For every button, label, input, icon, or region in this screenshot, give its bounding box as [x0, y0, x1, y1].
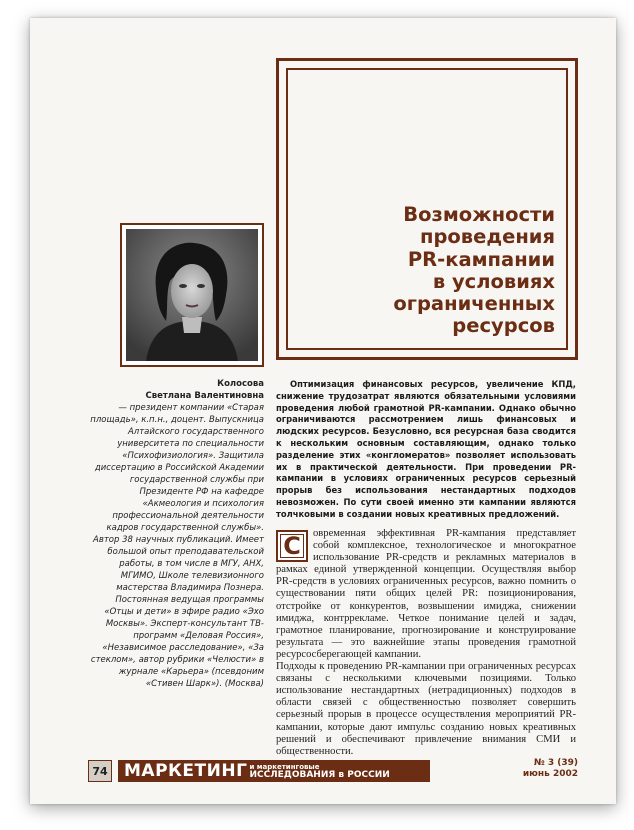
magazine-brand — [118, 760, 430, 782]
brand-title: МАРКЕТИНГ — [124, 761, 248, 781]
magazine-page — [30, 18, 616, 804]
author-surname: Колосова — [217, 379, 264, 389]
article-body — [276, 528, 576, 758]
brand-subtitle — [249, 763, 389, 779]
author-info — [90, 378, 264, 690]
article-lead: Оптимизация финансовых ресурсов, увеличение КПД, снижение трудозатрат являются обязательными условиями проведения любой грамотной PR-кампании. Однако обычно ограничиваются рассмотрением лишь финансовых и людских ресурсов. Безусловно, вся ресурсная база сводится к нескольким основным составляющим, однако только разделение этих «конгломератов» позволяет использовать их в практической деятельности. При проведении PR-кампании в условиях ограниченных ресурсов серьезный прорыв без использования нестандартных подходов невозможен. По сути своей именно эти кампании являются толчковыми в создании новых креативных предложений. — [276, 379, 576, 519]
dropcap-letter: С — [283, 532, 301, 560]
title-line: проведения — [419, 225, 555, 249]
page-footer — [88, 758, 578, 786]
title-line: в условиях — [432, 269, 555, 293]
body-paragraph: Подходы к проведению PR-кампании при ограниченных ресурсах связаны с несколькими ключевыми позициями. Только использование нестандартных (нетрадиционных) подходов в области связей с общественностью позволяет совершить серьезный прорыв в процессе осуществления мероприятий PR-кампании, которые дают импульс созданию новых креативных решений и обеспечивают привлечение внимания СМИ и общественности. — [276, 661, 576, 757]
author-given-names: Светлана Валентиновна — [145, 391, 264, 401]
issue-info — [523, 758, 578, 780]
author-portrait-icon — [126, 229, 258, 361]
title-line: ресурсов — [452, 314, 555, 338]
author-photo — [126, 229, 258, 361]
brand-subtitle-line1: и маркетинговые — [249, 763, 320, 771]
title-line: ограниченных — [393, 292, 555, 316]
title-line: PR-кампании — [407, 247, 555, 271]
page-number: 74 — [88, 760, 112, 782]
dropcap — [276, 530, 308, 562]
article-title — [350, 204, 555, 338]
title-line: Возможности — [403, 203, 555, 226]
body-paragraph: овременная эффективная PR-кампания представляет собой комплексное, технологическое и многократное использование PR-средств и рекламных материалов в рамках единой утвержденной концепции. Осуществляя выбор PR-средств в условиях ограниченных ресурсов, важно помнить о существовании пяти общих целей PR: позиционирования, отстройке от конкурентов, возвышении имиджа, снижении имиджа, контррекламе. Четкое понимание целей и задач, грамотное планирование, прогнозирование и конструирование результата — это важнейшие этапы проведения грамотной ресурсосберегающей кампании. — [276, 528, 576, 660]
issue-number: № 3 (39) — [533, 758, 578, 768]
brand-subtitle-line2: ИССЛЕДОВАНИЯ в РОССИИ — [249, 770, 390, 780]
issue-date: июнь 2002 — [522, 769, 578, 779]
author-bio: — президент компании «Старая площадь», к.п.н., доцент. Выпускница Алтайского государственного университета по специальности «Психофизиология». Защитила диссертацию в Российской Академии государственной службы при Президенте РФ на кафедре «Акмеология и психология профессиональной деятельности кадров государственной службы». Автор 38 научных публикаций. Имеет большой опыт преподавательской работы, в том числе в МГУ, АНХ, МГИМО, Школе телевизионного мастерства Владимира Познера. Постоянная ведущая программы «Отцы и дети» в эфире радио «Эхо Москвы». Эксперт-консультант ТВ-программ «Деловая Россия», «Независимое расследование», «За стеклом», автор рубрики «Челюсти» в журнале «Карьера» (псевдоним «Стивен Шарк»). (Москва) — [90, 403, 264, 689]
author-photo-frame — [120, 223, 264, 367]
